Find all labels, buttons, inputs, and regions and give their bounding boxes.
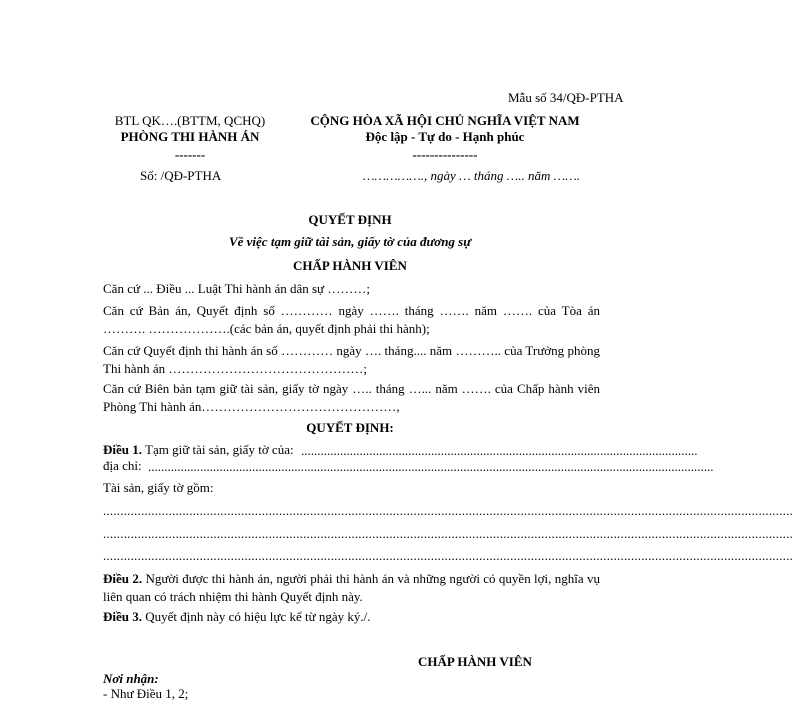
article1-line bbox=[103, 442, 294, 458]
article3-text: Quyết định này có hiệu lực kể từ ngày ký./. bbox=[145, 609, 371, 624]
nation-divider: --------------- bbox=[412, 147, 478, 162]
nation-title: CỘNG HÒA XÃ HỘI CHỦ NGHĨA VIỆT NAM bbox=[310, 113, 580, 128]
recipients-item-1: - Như Điều 1, 2; bbox=[103, 686, 189, 701]
legal-basis-3: Căn cứ Quyết định thi hành án số ………… ngày …. tháng.... năm ……….. của Trưởng phòng Thi hành án ………………………………………; bbox=[103, 343, 600, 376]
legal-basis-1: Căn cứ ... Điều ... Luật Thi hành án dân sự ………; bbox=[103, 281, 370, 296]
agency-name: PHÒNG THI HÀNH ÁN bbox=[120, 129, 260, 144]
signature-title: CHẤP HÀNH VIÊN bbox=[418, 654, 532, 669]
assets-dotted-line-2: ........................................................................................................................................................................................................ bbox=[103, 526, 793, 541]
form-code: Mẫu số 34/QĐ-PTHA bbox=[508, 90, 624, 105]
agency-divider: ------- bbox=[174, 147, 206, 162]
article1-address-label: địa chỉ: bbox=[103, 458, 142, 473]
document-number: Số: /QĐ-PTHA bbox=[140, 168, 222, 183]
article2-label: Điều 2. bbox=[103, 571, 143, 586]
decision-heading: QUYẾT ĐỊNH: bbox=[306, 420, 394, 435]
address-dotted-fill: .............................................................................................................................................................................. bbox=[148, 459, 714, 474]
agency-line1: BTL QK….(BTTM, QCHQ) bbox=[114, 113, 266, 128]
assets-dotted-line-1: ........................................................................................................................................................................................................ bbox=[103, 503, 793, 518]
nation-motto: Độc lập - Tự do - Hạnh phúc bbox=[365, 129, 525, 144]
article3-label: Điều 3. bbox=[103, 609, 142, 624]
document-subtitle: Về việc tạm giữ tài sản, giấy tờ của đương sự bbox=[228, 234, 472, 249]
article1-text: Tạm giữ tài sản, giấy tờ của: bbox=[145, 442, 294, 457]
assets-label: Tài sản, giấy tờ gồm: bbox=[103, 480, 214, 495]
legal-basis-2: Căn cứ Bản án, Quyết định số ………… ngày ……. tháng ……. năm ……. của Tòa án ………. ……………….(các bản án, quyết định phải thi hành); bbox=[103, 303, 600, 336]
document-title: QUYẾT ĐỊNH bbox=[308, 212, 392, 227]
assets-dotted-line-3: ........................................................................................................................................................................................................ bbox=[103, 548, 793, 563]
issuing-authority: CHẤP HÀNH VIÊN bbox=[293, 258, 407, 273]
article2-text: Người được thi hành án, người phải thi hành án và những người có quyền lợi, nghĩa vụ liên quan có trách nhiệm thi hành Quyết định này. bbox=[103, 571, 600, 604]
legal-basis-4: Căn cứ Biên bản tạm giữ tài sản, giấy tờ ngày ….. tháng …... năm ……. của Chấp hành viên Phòng Thi hành án………………………………………, bbox=[103, 381, 600, 414]
article1-label: Điều 1. bbox=[103, 442, 142, 457]
recipients-label: Nơi nhận: bbox=[103, 671, 159, 686]
article1-dotted-fill: .......................................................................................................................... bbox=[301, 443, 698, 458]
document-date: ……………., ngày … tháng ….. năm ……. bbox=[363, 168, 581, 183]
article3 bbox=[103, 609, 371, 625]
article2 bbox=[103, 570, 600, 606]
